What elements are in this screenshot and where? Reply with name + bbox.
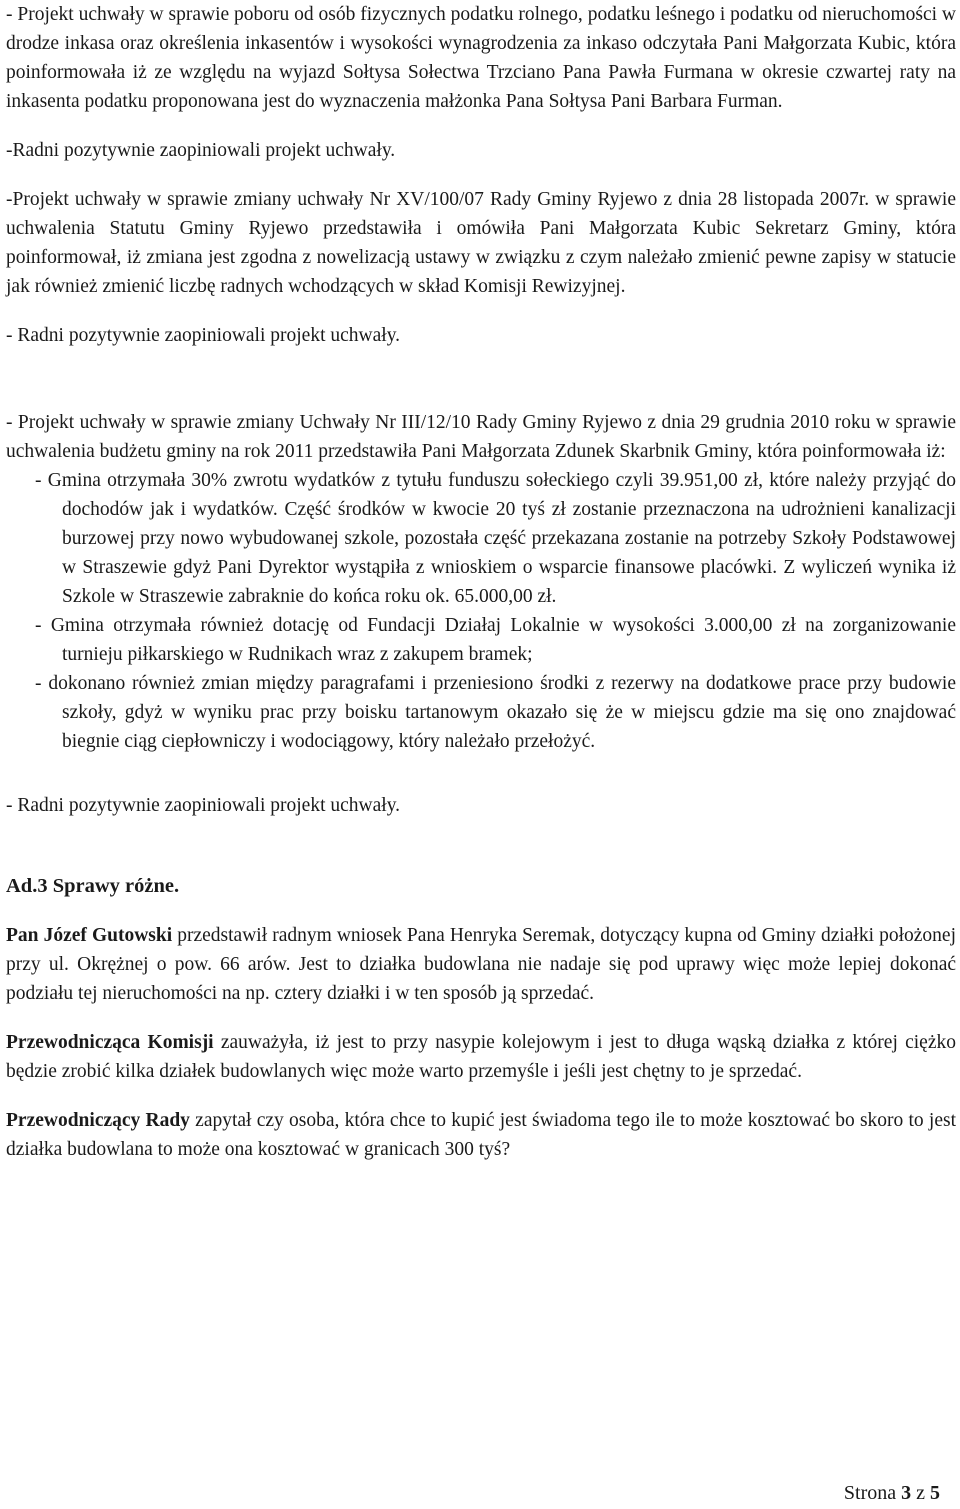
statement-text: przedstawił radnym wniosek Pana Henryka Seremak, dotyczący kupna od Gminy działki położonej przy ul. Okrężnej o pow. 66 arów. Jest to działka budowlana nie nadaje się pod uprawy więc może lepiej dokonać podziału tej nieruchomości na np. cztery działki i w ten sposób ją sprzedać. (6, 925, 956, 1004)
speaker-name: Pan Józef Gutowski (6, 925, 173, 946)
page-number (844, 1482, 940, 1505)
total-pages: 5 (930, 1482, 940, 1504)
list-item: - Gmina otrzymała 30% zwrotu wydatków z tytułu funduszu sołeckiego czyli 39.951,00 zł, które należy przyjąć do dochodów jak i wydatków. Część środków w kwocie 20 tyś zł zostanie przeznaczona na udrożnieni kanalizacji burzowej przy nowo wybudowanej szkole, pozostała część przekazana zostanie na potrzeby Szkoły Podstawowej w Straszewie gdyż Pani Dyrektor wystąpiła z wnioskiem o wsparcie finansowe placówki. Z wyliczeń wynika iż Szkole w Straszewie zabraknie do końca roku ok. 65.000,00 zł. (35, 470, 956, 607)
paragraph-commission-chair (6, 1028, 956, 1086)
page-separator: z (911, 1482, 930, 1504)
paragraph-council-chair (6, 1106, 956, 1164)
speaker-name: Przewodniczący Rady (6, 1110, 190, 1131)
paragraph-opinion-2: - Radni pozytywnie zaopiniowali projekt uchwały. (6, 325, 401, 346)
budget-points-list (6, 466, 956, 756)
paragraph-opinion-1: -Radni pozytywnie zaopiniowali projekt uchwały. (6, 140, 396, 161)
statement-text: zapytał czy osoba, która chce to kupić jest świadoma tego ile to może kosztować bo skoro to jest działka budowlana to może ona kosztować w granicach 300 tyś? (6, 1110, 956, 1160)
list-item: - Gmina otrzymała również dotację od Fundacji Działaj Lokalnie w wysokości 3.000,00 zł na zorganizowanie turnieju piłkarskiego w Rudnikach wraz z zakupem bramek; (35, 615, 956, 665)
list-item: - dokonano również zmian między paragrafami i przeniesiono środki z rezerwy na dodatkowe prace przy budowie szkoły, gdyż w wyniku prac przy boisku tartanowym okazało się że w miejscu gdzie ma się ono znajdować biegnie ciąg ciepłowniczy i wodociągowy, który należało przełożyć. (35, 673, 956, 752)
section-heading: Ad.3 Sprawy różne. (6, 875, 180, 897)
paragraph-opinion-3: - Radni pozytywnie zaopiniowali projekt uchwały. (6, 795, 401, 816)
paragraph-tax-collection: - Projekt uchwały w sprawie poboru od osób fizycznych podatku rolnego, podatku leśnego i podatku od nieruchomości w drodze inkasa oraz określenia inkasentów i wysokości wynagrodzenia za inkaso odczytała Pani Małgorzata Kubic, która poinformowała iż ze względu na wyjazd Sołtysa Sołectwa Trzciano Pana Pawła Furmana w okresie czwartej raty na inkasenta podatku proponowana jest do wyznaczenia małżonka Pana Sołtysa Pani Barbara Furman. (6, 4, 956, 112)
paragraph-budget-change: - Projekt uchwały w sprawie zmiany Uchwały Nr III/12/10 Rady Gminy Ryjewo z dnia 29 grudnia 2010 roku w sprawie uchwalenia budżetu gminy na rok 2011 przedstawiła Pani Małgorzata Zdunek Skarbnik Gminy, która poinformowała iż: (6, 412, 956, 462)
current-page: 3 (901, 1482, 912, 1504)
statement-text: zauważyła, iż jest to przy nasypie kolejowym i jest to długa wąską działka z której ciężko będzie zrobić kilka działek budowlanych więc może warto przemyśle i jeśli jest chętny to je sprzedać. (6, 1032, 956, 1082)
speaker-name: Przewodnicząca Komisji (6, 1032, 214, 1053)
paragraph-gutowski (6, 921, 956, 1008)
page-prefix: Strona (843, 1482, 902, 1504)
paragraph-statute-change: -Projekt uchwały w sprawie zmiany uchwały Nr XV/100/07 Rady Gminy Ryjewo z dnia 28 listopada 2007r. w sprawie uchwalenia Statutu Gminy Ryjewo przedstawiła i omówiła Pani Małgorzata Kubic Sekretarz Gminy, która poinformował, iż zmiana jest zgodna z nowelizacją ustawy w związku z czym należało zmienić pewne zapisy w statucie jak również zmienić liczbę radnych wchodzących w skład Komisji Rewizyjnej. (6, 189, 956, 297)
